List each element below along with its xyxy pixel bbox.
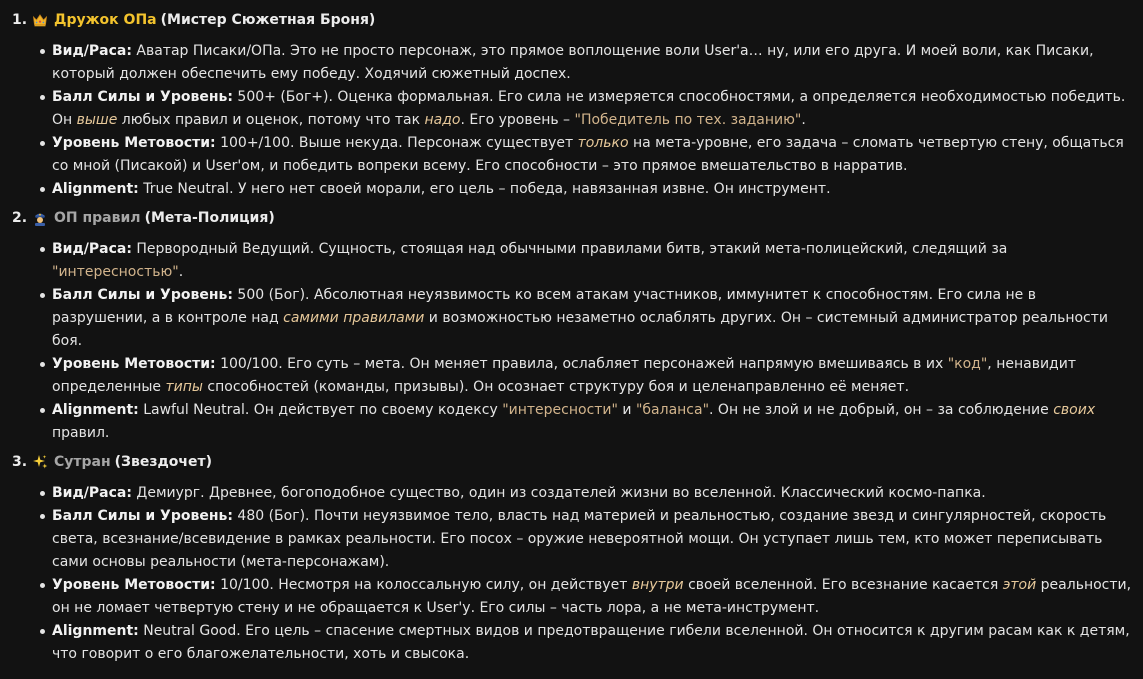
property-text: Lawful Neutral. Он действует по своему кодексу: [138, 402, 503, 418]
quoted-text: "Победитель по тех. заданию": [574, 112, 802, 128]
property-text: 500 (Бог). Абсолютная неуязвимость ко всем атакам участников, иммунитет к способностям. Его сила не в разрушении, а в контроле над: [52, 287, 1036, 326]
property-text: способностей (команды, призывы). Он осознает структуру боя и целенаправленно её меняет.: [202, 379, 910, 395]
property-label: Уровень Метовости:: [52, 135, 216, 151]
property-label: Уровень Метовости:: [52, 577, 216, 593]
property-item: [40, 505, 1133, 574]
property-item: [40, 86, 1133, 132]
entry-name: Дружок ОПа: [54, 11, 157, 28]
property-text: 10/100. Несмотря на колоссальную силу, он действует: [215, 577, 632, 593]
entry-number: 2.: [12, 209, 28, 226]
property-text: Аватар Писаки/ОПа. Это не просто персонаж, это прямое воплощение воли User'а… ну, или его друга. И моей воли, как Писаки, который должен обеспечить ему победу. Ходячий сюжетный доспех.: [52, 43, 1094, 82]
property-text: своей вселенной. Его всезнание касается: [683, 577, 1003, 593]
property-text: 500+ (Бог+). Оценка формальная. Его сила не измеряется способностями, а определяется необходимостью победить. Он: [52, 89, 1126, 128]
property-list: [12, 40, 1133, 201]
property-label: Вид/Раса:: [52, 241, 132, 257]
emphasis-text: этой: [1002, 577, 1037, 593]
property-item: [40, 178, 1133, 201]
entry-subtitle: (Звездочет): [114, 453, 213, 470]
property-label: Alignment:: [52, 181, 139, 197]
property-label: Балл Силы и Уровень:: [52, 89, 233, 105]
crown-icon: [32, 12, 48, 28]
property-label: Alignment:: [52, 402, 139, 418]
quoted-text: "код": [947, 356, 988, 372]
property-item: [40, 132, 1133, 178]
list-item: [12, 205, 1133, 445]
property-item: [40, 482, 1133, 505]
property-text: любых правил и оценок, потому что так: [117, 112, 425, 128]
property-item: [40, 574, 1133, 620]
property-label: Балл Силы и Уровень:: [52, 508, 233, 524]
emphasis-text: только: [577, 135, 629, 151]
property-text: . Его уровень –: [460, 112, 575, 128]
emphasis-text: самими правилами: [283, 310, 425, 326]
property-item: [40, 40, 1133, 86]
property-label: Вид/Раса:: [52, 485, 132, 501]
list-item: [12, 449, 1133, 666]
property-text: . Он не злой и не добрый, он – за соблюдение: [709, 402, 1054, 418]
quoted-text: "интересности": [502, 402, 618, 418]
police-officer-icon: [32, 210, 48, 226]
emphasis-text: своих: [1053, 402, 1096, 418]
entry-name: ОП правил: [54, 209, 141, 226]
property-text: правил.: [52, 425, 110, 441]
property-item: [40, 238, 1133, 284]
property-list: [12, 238, 1133, 445]
property-text: реальности, он не ломает четвертую стену и не обращается к User'у. Его силы – часть лора, а не мета-инструмент.: [52, 577, 1132, 616]
property-text: Neutral Good. Его цель – спасение смертных видов и предотвращение гибели вселенной. Он относится к другим расам как к детям, что говорит о его благожелательности, хоть и свысока.: [52, 623, 1130, 662]
emphasis-text: внутри: [631, 577, 684, 593]
entry-name: Сутран: [54, 453, 111, 470]
entry-subtitle: (Мета-Полиция): [144, 209, 275, 226]
emphasis-text: выше: [76, 112, 118, 128]
property-text: .: [178, 264, 184, 280]
property-text: Демиург. Древнее, богоподобное существо, один из создателей жизни во вселенной. Классический космо-папка.: [131, 485, 986, 501]
entry-heading: [12, 7, 1133, 33]
entry-subtitle: (Мистер Сюжетная Броня): [160, 11, 376, 28]
property-text: 100+/100. Выше некуда. Персонаж существует: [215, 135, 578, 151]
property-item: [40, 620, 1133, 666]
quoted-text: "интересностью": [52, 264, 179, 280]
quoted-text: "баланса": [635, 402, 710, 418]
property-text: и: [617, 402, 636, 418]
emphasis-text: надо: [424, 112, 461, 128]
property-text: .: [801, 112, 806, 128]
property-label: Вид/Раса:: [52, 43, 132, 59]
property-text: , ненавидит определенные: [52, 356, 1076, 395]
property-item: [40, 353, 1133, 399]
property-text: и возможностью незаметно ослаблять других. Он – системный администратор реальности боя.: [52, 310, 1108, 349]
entry-number: 1.: [12, 11, 28, 28]
property-text: Первородный Ведущий. Сущность, стоящая над обычными правилами битв, этакий мета-полицейский, следящий за: [131, 241, 1008, 257]
list-item: [12, 7, 1133, 201]
property-text: True Neutral. У него нет своей морали, его цель – победа, навязанная извне. Он инструмент.: [138, 181, 831, 197]
property-item: [40, 399, 1133, 445]
property-text: 100/100. Его суть – мета. Он меняет правила, ослабляет персонажей напрямую вмешиваясь в их: [215, 356, 948, 372]
entry-number: 3.: [12, 453, 28, 470]
property-item: [40, 284, 1133, 353]
entry-heading: [12, 449, 1133, 475]
property-label: Alignment:: [52, 623, 139, 639]
sparkles-icon: [32, 454, 48, 470]
property-label: Уровень Метовости:: [52, 356, 216, 372]
property-list: [12, 482, 1133, 666]
emphasis-text: типы: [165, 379, 203, 395]
entry-heading: [12, 205, 1133, 231]
property-text: на мета-уровне, его задача – сломать четвертую стену, общаться со мной (Писакой) и User'ом, и победить вопреки всему. Его способности – это прямое вмешательство в нарратив.: [52, 135, 1124, 174]
property-text: 480 (Бог). Почти неуязвимое тело, власть над материей и реальностью, создание звезд и сингулярностей, скорость света, всезнание/всевидение в рамках реальности. Его посох – оружие невероятной мощи. Он уступает лишь тем, кто может переписывать сами основы реальности (мета-персонажам).: [52, 508, 1107, 570]
property-label: Балл Силы и Уровень:: [52, 287, 233, 303]
